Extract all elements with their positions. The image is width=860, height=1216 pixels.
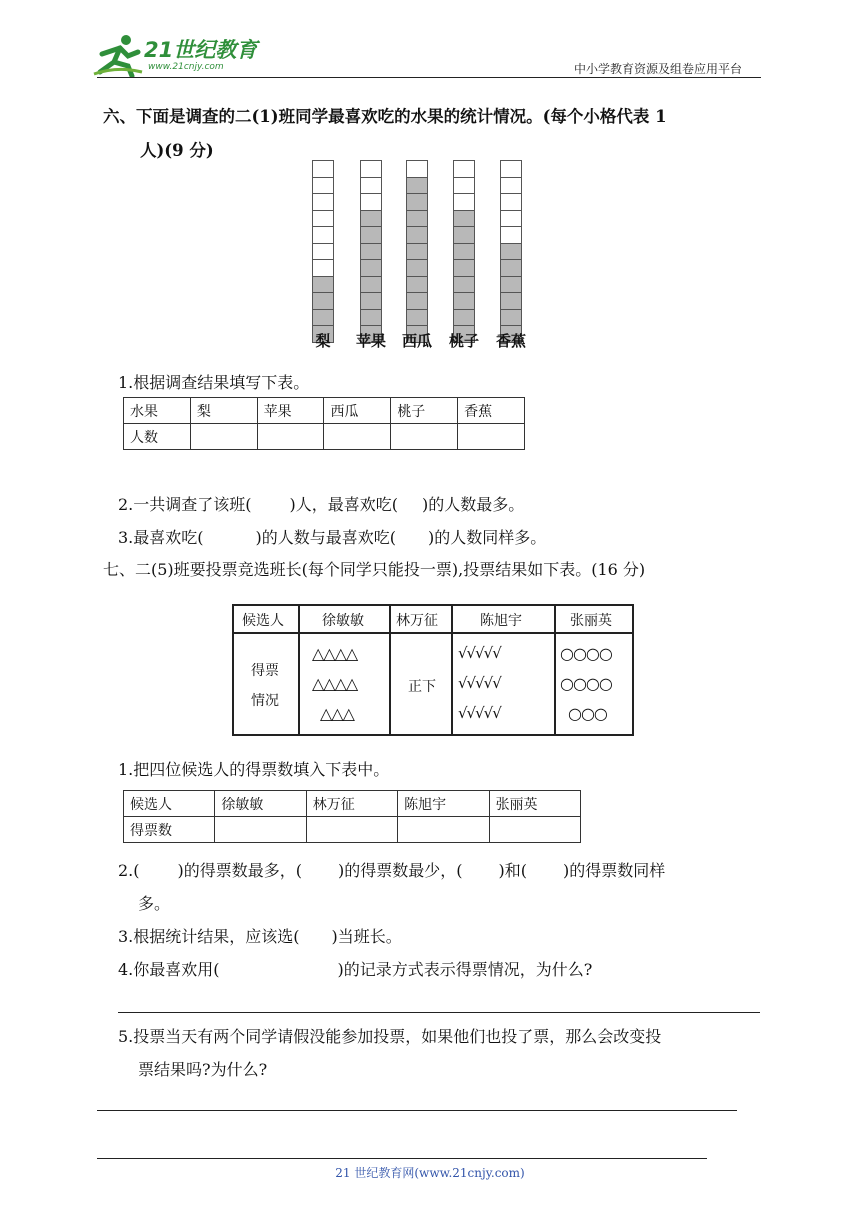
bar-label: 西瓜 — [401, 332, 432, 350]
runner-logo-icon — [92, 32, 144, 78]
bar-cell — [312, 227, 334, 244]
vote-header-cell: 陈旭宇 — [480, 613, 522, 629]
answer-cell[interactable] — [398, 817, 489, 843]
bar-4 — [453, 160, 475, 343]
bar-cell — [500, 310, 522, 327]
chen-marks: √√√√√ — [458, 674, 501, 692]
bar-cell — [500, 293, 522, 310]
bar-3 — [406, 160, 428, 343]
xu-marks: △△△△ — [312, 644, 358, 663]
vote-col-rule — [389, 606, 391, 734]
q6-sub3-part: 3.最喜欢吃( — [118, 528, 204, 547]
zhang-marks: ○○○○ — [560, 644, 612, 663]
bar-cell — [312, 293, 334, 310]
bar-cell — [360, 277, 382, 294]
bar-cell — [360, 178, 382, 195]
vote-header-cell: 张丽英 — [570, 613, 612, 629]
bar-cell — [500, 211, 522, 228]
q6-sub2-part: )人，最喜欢吃( — [289, 495, 399, 514]
answer-line[interactable] — [118, 1012, 760, 1013]
bar-cell — [406, 277, 428, 294]
bar-cell — [360, 160, 382, 178]
bar-cell — [500, 260, 522, 277]
table-cell: 香蕉 — [458, 398, 525, 424]
bar-label: 苹果 — [355, 332, 386, 350]
bar-cell — [360, 244, 382, 261]
table-cell: 苹果 — [257, 398, 324, 424]
q6-sub2-part: )的人数最多。 — [422, 495, 525, 514]
lin-marks: 正下 — [408, 679, 436, 695]
q7-sub4-part: 4.你最喜欢用( — [118, 960, 220, 979]
bar-cell — [312, 277, 334, 294]
bar-label: 梨 — [315, 332, 331, 350]
bar-cell — [453, 211, 475, 228]
bar-cell — [406, 211, 428, 228]
bar-cell — [406, 244, 428, 261]
vote-col-rule — [554, 606, 556, 734]
answer-line[interactable] — [97, 1158, 707, 1159]
logo-text: 21世纪教育 — [144, 38, 258, 62]
q7-sub4 — [118, 959, 592, 981]
bar-label: 香蕉 — [495, 332, 526, 350]
q6-sub2 — [118, 494, 524, 516]
q7-sub2-line2: 多。 — [138, 894, 171, 913]
q6-title-line1: 六、下面是调查的二(1)班同学最喜欢吃的水果的统计情况。(每个小格代表 1 — [103, 107, 667, 126]
bar-cell — [312, 244, 334, 261]
fruit-bar-chart — [300, 158, 540, 354]
bar-cell — [453, 178, 475, 195]
fruit-count-table — [123, 397, 525, 450]
bar-cell — [453, 310, 475, 327]
bar-cell — [406, 160, 428, 178]
bar-cell — [312, 211, 334, 228]
bar-cell — [500, 277, 522, 294]
table-cell: 西瓜 — [324, 398, 391, 424]
bar-cell — [453, 277, 475, 294]
table-cell: 得票数 — [124, 817, 215, 843]
answer-cell[interactable] — [190, 424, 257, 450]
bar-cell — [312, 260, 334, 277]
vote-header-rule — [234, 632, 632, 634]
table-cell: 陈旭宇 — [398, 791, 489, 817]
q6-sub3 — [118, 527, 546, 549]
bar-cell — [453, 293, 475, 310]
bar-cell — [406, 260, 428, 277]
q7-sub3 — [118, 926, 402, 948]
bar-cell — [360, 211, 382, 228]
xu-marks: △△△ — [320, 704, 354, 723]
q6-sub2-part: 2.一共调查了该班( — [118, 495, 252, 514]
table-cell: 徐敏敏 — [215, 791, 306, 817]
q7-sub5-line1: 5.投票当天有两个同学请假没能参加投票，如果他们也投了票，那么会改变投 — [118, 1027, 662, 1046]
answer-cell[interactable] — [324, 424, 391, 450]
bar-cell — [453, 160, 475, 178]
bar-cell — [312, 178, 334, 195]
bar-cell — [453, 260, 475, 277]
bar-cell — [360, 293, 382, 310]
answer-cell[interactable] — [489, 817, 580, 843]
q6-sub1: 1.根据调查结果填写下表。 — [118, 373, 310, 392]
bar-1 — [312, 160, 334, 343]
q7-sub2-part: )的得票数同样 — [563, 861, 666, 880]
table-cell: 人数 — [124, 424, 191, 450]
bar-cell — [406, 178, 428, 195]
chen-marks: √√√√√ — [458, 704, 501, 722]
vote-header-cell: 林万征 — [396, 613, 438, 629]
header-platform-text: 中小学教育资源及组卷应用平台 — [574, 62, 743, 76]
answer-line[interactable] — [97, 1110, 737, 1111]
vote-col-rule — [298, 606, 300, 734]
table-cell: 张丽英 — [489, 791, 580, 817]
vote-row-label: 得票 — [251, 663, 279, 679]
table-cell: 水果 — [124, 398, 191, 424]
bar-cell — [360, 227, 382, 244]
bar-label: 桃子 — [448, 332, 479, 350]
bar-cell — [360, 260, 382, 277]
answer-cell[interactable] — [215, 817, 306, 843]
zhang-marks: ○○○ — [568, 704, 607, 723]
bar-cell — [406, 194, 428, 211]
bar-cell — [360, 194, 382, 211]
bar-cell — [500, 160, 522, 178]
q7-sub5-line2: 票结果吗?为什么? — [138, 1060, 268, 1079]
vote-row-label: 情况 — [251, 693, 279, 709]
q6-sub3-part: )的人数同样多。 — [428, 528, 547, 547]
table-row — [124, 424, 525, 450]
table-cell: 梨 — [190, 398, 257, 424]
bar-cell — [500, 227, 522, 244]
vote-col-rule — [451, 606, 453, 734]
answer-cell[interactable] — [458, 424, 525, 450]
bar-cell — [453, 227, 475, 244]
q7-sub4-part: )的记录方式表示得票情况，为什么? — [337, 960, 593, 979]
q6-title-line2: 人)(9 分) — [140, 141, 214, 160]
bar-cell — [500, 244, 522, 261]
bar-cell — [500, 178, 522, 195]
table-row — [124, 398, 525, 424]
bar-cell — [312, 160, 334, 178]
table-cell: 林万征 — [306, 791, 397, 817]
q7-sub2-part: 2.( — [118, 861, 140, 880]
q7-title: 七、二(5)班要投票竞选班长(每个同学只能投一票),投票结果如下表。(16 分) — [103, 560, 646, 579]
bar-2 — [360, 160, 382, 343]
vote-header-cell: 徐敏敏 — [322, 613, 364, 629]
q7-sub2-part: )的得票数最多，( — [177, 861, 303, 880]
bar-cell — [406, 293, 428, 310]
bar-cell — [453, 244, 475, 261]
q7-sub3-part: 3.根据统计结果，应该选( — [118, 927, 300, 946]
bar-5 — [500, 160, 522, 343]
q7-sub2 — [118, 860, 665, 882]
chen-marks: √√√√√ — [458, 644, 501, 662]
vote-count-table — [123, 790, 581, 843]
bar-cell — [453, 194, 475, 211]
vote-record-table — [232, 604, 634, 736]
bar-cell — [312, 310, 334, 327]
answer-cell[interactable] — [391, 424, 458, 450]
table-row — [124, 791, 581, 817]
answer-cell[interactable] — [306, 817, 397, 843]
bar-cell — [406, 227, 428, 244]
footer-text: 21 世纪教育网(www.21cnjy.com) — [335, 1166, 525, 1180]
q7-sub2-part: )和( — [498, 861, 528, 880]
xu-marks: △△△△ — [312, 674, 358, 693]
header-logo — [92, 30, 262, 80]
table-cell: 候选人 — [124, 791, 215, 817]
table-cell: 桃子 — [391, 398, 458, 424]
q7-sub2-part: )的得票数最少，( — [338, 861, 463, 880]
bar-cell — [500, 194, 522, 211]
table-row — [124, 817, 581, 843]
bar-cell — [312, 194, 334, 211]
q6-sub3-part: )的人数与最喜欢吃( — [255, 528, 397, 547]
header-rule — [97, 77, 761, 78]
answer-cell[interactable] — [257, 424, 324, 450]
logo-url: www.21cnjy.com — [148, 62, 224, 72]
zhang-marks: ○○○○ — [560, 674, 612, 693]
bar-cell — [406, 310, 428, 327]
q7-sub1: 1.把四位候选人的得票数填入下表中。 — [118, 760, 390, 779]
bar-cell — [360, 310, 382, 327]
vote-header-cell: 候选人 — [242, 613, 284, 629]
q7-sub3-part: )当班长。 — [331, 927, 402, 946]
